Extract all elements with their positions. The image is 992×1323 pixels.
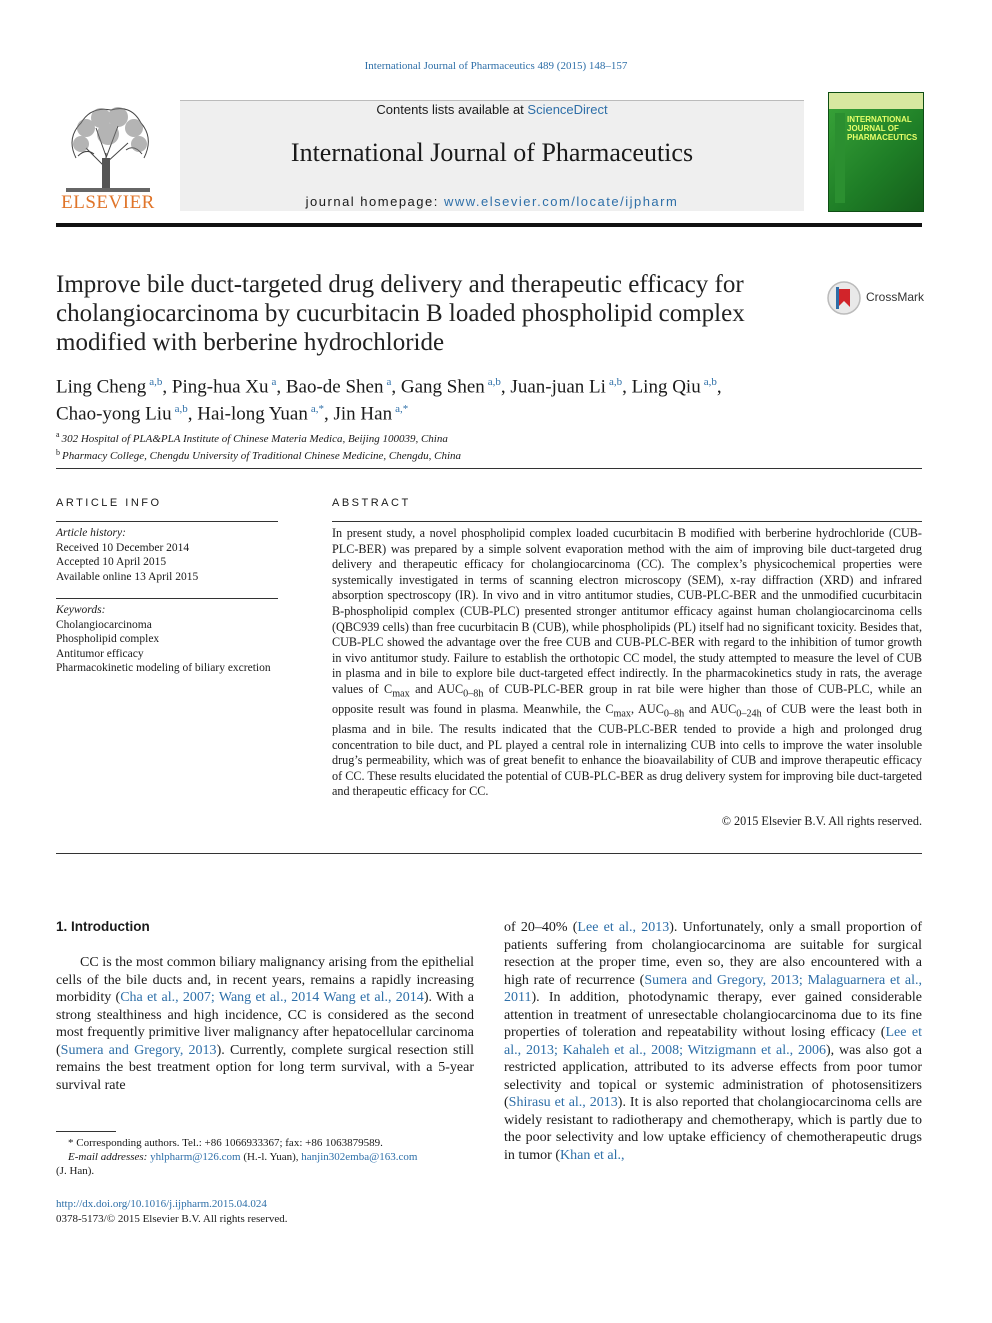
abstract-rule <box>332 521 922 522</box>
abstract-text-part: of CUB were the least both in plasma and in bile. The results indicated that the CUB-PLC-BER tended to provide a high and prolonged drug concentration to bile duct, and PL played a central role in internalizing CUB into cells to improve the water insoluble drug’s permeability, which was of great benefit to enhance the bioavailability of CUB and improve therapeutic efficacy of CC. These results elucidated the potential of CUB-PLC-BER as drug delivery system for improving bile duct-targeted and therapeutic efficacy for CC. <box>332 701 923 799</box>
contents-line <box>180 102 804 117</box>
citation-link[interactable]: Sumera and Gregory, 2013 <box>60 1042 217 1058</box>
history-received: Received 10 December 2014 <box>56 541 190 554</box>
abstract-text-part: of CUB-PLC-BER group in rat bile were higher than those of CUB-PLC, while an opposite result was found in plasma. Meanwhile, the C <box>332 681 923 716</box>
section-rule <box>56 468 922 469</box>
author-name[interactable]: Chao-yong Liu <box>56 403 172 425</box>
author-name[interactable]: Ping-hua Xu <box>171 376 269 398</box>
email-link-yuan[interactable]: yhlpharm@126.com <box>150 1151 241 1163</box>
keyword-item: Pharmacokinetic modeling of biliary excretion <box>56 662 271 674</box>
body-text: ). Unfortunately, only a small proportion of patients suffering from cholangiocarcinoma are suitable for surgical resection at the proper time, even so, they are also encountered with a high rate of recurrence ( <box>504 920 923 988</box>
footnotes <box>56 1136 476 1178</box>
author-separator: , <box>276 376 286 398</box>
author-name[interactable]: Hai-long Yuan <box>197 403 308 425</box>
affiliation-list <box>56 428 856 463</box>
elsevier-wordmark: ELSEVIER <box>61 192 155 213</box>
elsevier-logo <box>56 98 160 214</box>
author-separator: , <box>716 376 722 398</box>
abstract-heading: ABSTRACT <box>332 497 411 509</box>
author-affiliation-marker[interactable]: a,b <box>608 376 623 388</box>
citation-link[interactable]: Lee et al., 2013; Kahaleh et al., 2008; Witzigmann et al., 2006 <box>504 1025 922 1058</box>
author-affiliation-marker[interactable]: a,b <box>174 403 188 416</box>
affiliation-marker: a <box>56 430 60 439</box>
email-label: E-mail addresses: <box>68 1151 148 1163</box>
author-affiliation-marker[interactable]: a,b <box>703 376 717 388</box>
abstract-subscript: max <box>392 688 410 700</box>
author-separator: , <box>622 376 632 398</box>
keyword-item: Phospholipid complex <box>56 633 160 645</box>
author-name[interactable]: Ling Cheng <box>56 376 147 398</box>
author-name[interactable]: Jin Han <box>333 403 393 425</box>
author-name[interactable]: Gang Shen <box>400 376 485 398</box>
email-addresses <box>56 1150 476 1164</box>
citation-link[interactable]: Shirasu et al., 2013 <box>508 1095 618 1110</box>
author-name[interactable]: Ling Qiu <box>631 376 701 398</box>
article-info-heading: ARTICLE INFO <box>56 497 162 509</box>
body-column-right <box>504 919 922 1164</box>
abstract-subscript: 0–8h <box>463 688 484 700</box>
author-list <box>56 371 856 426</box>
affiliation-text: Pharmacy College, Chengdu University of Traditional Chinese Medicine, Chengdu, China <box>62 450 462 463</box>
author-affiliation-marker[interactable]: a,* <box>395 403 409 416</box>
abstract-text-part: , AUC <box>631 701 664 716</box>
author-separator: , <box>391 376 401 398</box>
cover-title: INTERNATIONAL JOURNAL OF PHARMACEUTICS <box>847 115 918 142</box>
header-rule <box>56 223 922 227</box>
author-separator: , <box>500 376 511 398</box>
keywords-rule <box>56 598 278 599</box>
body-text: of 20–40% ( <box>504 920 578 935</box>
keyword-item: Cholangiocarcinoma <box>56 618 152 631</box>
history-heading: Article history: <box>56 527 126 539</box>
abstract-body <box>332 526 922 800</box>
history-accepted: Accepted 10 April 2015 <box>56 556 167 568</box>
crossmark-icon <box>826 280 862 316</box>
body-text: ), was also got a restricted application, attributed to its adverse effects from poor tumor selectivity and topical or systemic administration of photosensitizers ( <box>504 1042 922 1110</box>
citation-link[interactable]: Sumera and Gregory, 2013; Malaguarnera et al., 2011 <box>504 972 923 1005</box>
doi-link[interactable]: http://dx.doi.org/10.1016/j.ijpharm.2015.04.024 <box>56 1198 267 1210</box>
body-column-left <box>56 954 474 1094</box>
doi-block <box>56 1197 476 1227</box>
author-affiliation-marker[interactable]: a,b <box>149 376 163 388</box>
introduction-heading: 1. Introduction <box>56 919 150 934</box>
author-name[interactable]: Juan-juan Li <box>510 376 606 398</box>
journal-homepage-line <box>180 194 804 209</box>
abstract-text-part: and AUC <box>684 701 737 716</box>
affiliation-marker: b <box>56 447 60 457</box>
section-rule <box>56 853 922 854</box>
author-affiliation-marker[interactable]: a,b <box>487 376 501 388</box>
author-separator: , <box>324 403 334 425</box>
abstract-subscript: 0–24h <box>736 708 762 720</box>
body-text: ). In addition, photodynamic therapy, ever gained considerable attention in treatment of unresectable cholangiocarcinoma due to its fine properties of toleration and repeatability without losing efficacy ( <box>504 990 922 1040</box>
abstract-text-part: In present study, a novel phospholipid complex loaded cucurbitacin B modified with berberine hydrochloride (CUB-PLC-BER) was prepared by a simple solvent evaporation method with the aim of improving bile duct-targeted drug delivery and therapeutic efficacy for cholangiocarcinoma (CC). The complex’s physicochemical properties were systemically investigated in terms of scanning electron microscopy (SEM), x-ray diffraction (XRD) and infrared absorption spectroscopy (IR). In vivo and in vitro antitumor studies, CUB-PLC-BER and the unmodified cucurbitacin B-phospholipid complex (CUB-PLC) presented stronger antitumor efficacy against human cholangiocarcinoma cells (QBC939 cells) than free cucurbitacin B (CUB), while phospholipids (PL) itself had no significant toxicity. Besides that, CUB-PLC showed the advantage over the free CUB and CUB-PLC-BER with regard to the inhibition of tumor growth in vivo antitumor study. Failure to establish the orthotopic CC model, the study attempted to measure the level of CUB in plasma and in bile to explore bile duct-targeted effect indirectly. In the pharmacokinetics study in rats, the average values of C <box>332 526 922 696</box>
keywords-heading: Keywords: <box>56 604 106 616</box>
email-owner: (J. Han). <box>56 1165 95 1177</box>
author-affiliation-marker[interactable]: a,* <box>310 403 324 416</box>
author-separator: , <box>162 376 172 398</box>
homepage-link[interactable]: www.elsevier.com/locate/ijpharm <box>443 194 679 209</box>
corresponding-author-note: * Corresponding authors. Tel.: +86 1066933367; fax: +86 1063879589. <box>68 1137 383 1149</box>
history-online: Available online 13 April 2015 <box>56 570 199 583</box>
footnote-rule <box>56 1131 116 1132</box>
keywords-block <box>56 603 278 676</box>
abstract-text-part: and AUC <box>409 681 464 696</box>
cover-top-band <box>829 93 923 109</box>
crossmark-label: CrossMark <box>866 290 925 304</box>
sciencedirect-link[interactable]: ScienceDirect <box>527 102 608 117</box>
journal-title: International Journal of Pharmaceutics <box>290 138 694 167</box>
contents-prefix: Contents lists available at <box>376 102 528 117</box>
email-owner: (H.-l. Yuan), <box>240 1151 302 1163</box>
author-name[interactable]: Bao-de Shen <box>285 376 384 398</box>
crossmark-badge[interactable] <box>826 280 926 316</box>
article-title: Improve bile duct-targeted drug delivery and therapeutic efficacy for cholangiocarcinoma by cucurbitacin B loaded phospholipid complex modified with berberine hydrochloride <box>56 271 745 356</box>
body-text: ). It is also reported that cholangiocarcinoma cells are widely resistant to radiotherapy and chemotherapy, which is partly due to the poor selectivity and low uptake efficiency of chemotherapeutic drugs in tumor ( <box>504 1095 922 1163</box>
affiliation-item <box>56 428 856 446</box>
article-history <box>56 526 278 584</box>
keyword-item: Antitumor efficacy <box>56 647 144 660</box>
author-separator: , <box>187 403 198 425</box>
journal-citation[interactable]: International Journal of Pharmaceutics 489 (2015) 148–157 <box>364 60 628 72</box>
citation-link[interactable]: Lee et al., 2013 <box>577 920 670 935</box>
author-affiliation-marker[interactable]: a <box>386 376 392 388</box>
author-affiliation-marker[interactable]: a <box>271 376 277 388</box>
article-info-rule <box>56 521 278 522</box>
affiliation-text: 302 Hospital of PLA&PLA Institute of Chinese Materia Medica, Beijing 100039, China <box>61 432 448 445</box>
citation-link[interactable]: Cha et al., 2007; Wang et al., 2014 Wang et al., 2014 <box>120 990 424 1005</box>
issn-line: 0378-5173/© 2015 Elsevier B.V. All rights reserved. <box>56 1213 288 1225</box>
body-text: CC is the most common biliary malignancy arising from the epithelial cells of the bile ducts and, in recent years, remains a rapidly increasing morbidity ( <box>56 955 474 1005</box>
journal-cover-image[interactable] <box>828 92 924 212</box>
body-text: ). With a strong stealthiness and high incidence, CC is considered as the second most frequently primitive liver malignancy after hepatocellular carcinoma ( <box>56 990 474 1058</box>
abstract-subscript: 0–8h <box>663 708 685 720</box>
email-link-han[interactable]: hanjin302emba@163.com <box>301 1151 418 1163</box>
affiliation-item <box>56 446 856 464</box>
abstract-copyright: © 2015 Elsevier B.V. All rights reserved. <box>721 814 922 828</box>
body-text: ). Currently, complete surgical resection still remains the best treatment option for long term survival, with a 5-year survival rate <box>56 1042 474 1093</box>
cover-side-band <box>835 113 845 203</box>
abstract-subscript: max <box>613 708 632 720</box>
homepage-prefix: journal homepage: <box>305 194 444 209</box>
citation-link[interactable]: Khan et al., <box>560 1147 625 1163</box>
